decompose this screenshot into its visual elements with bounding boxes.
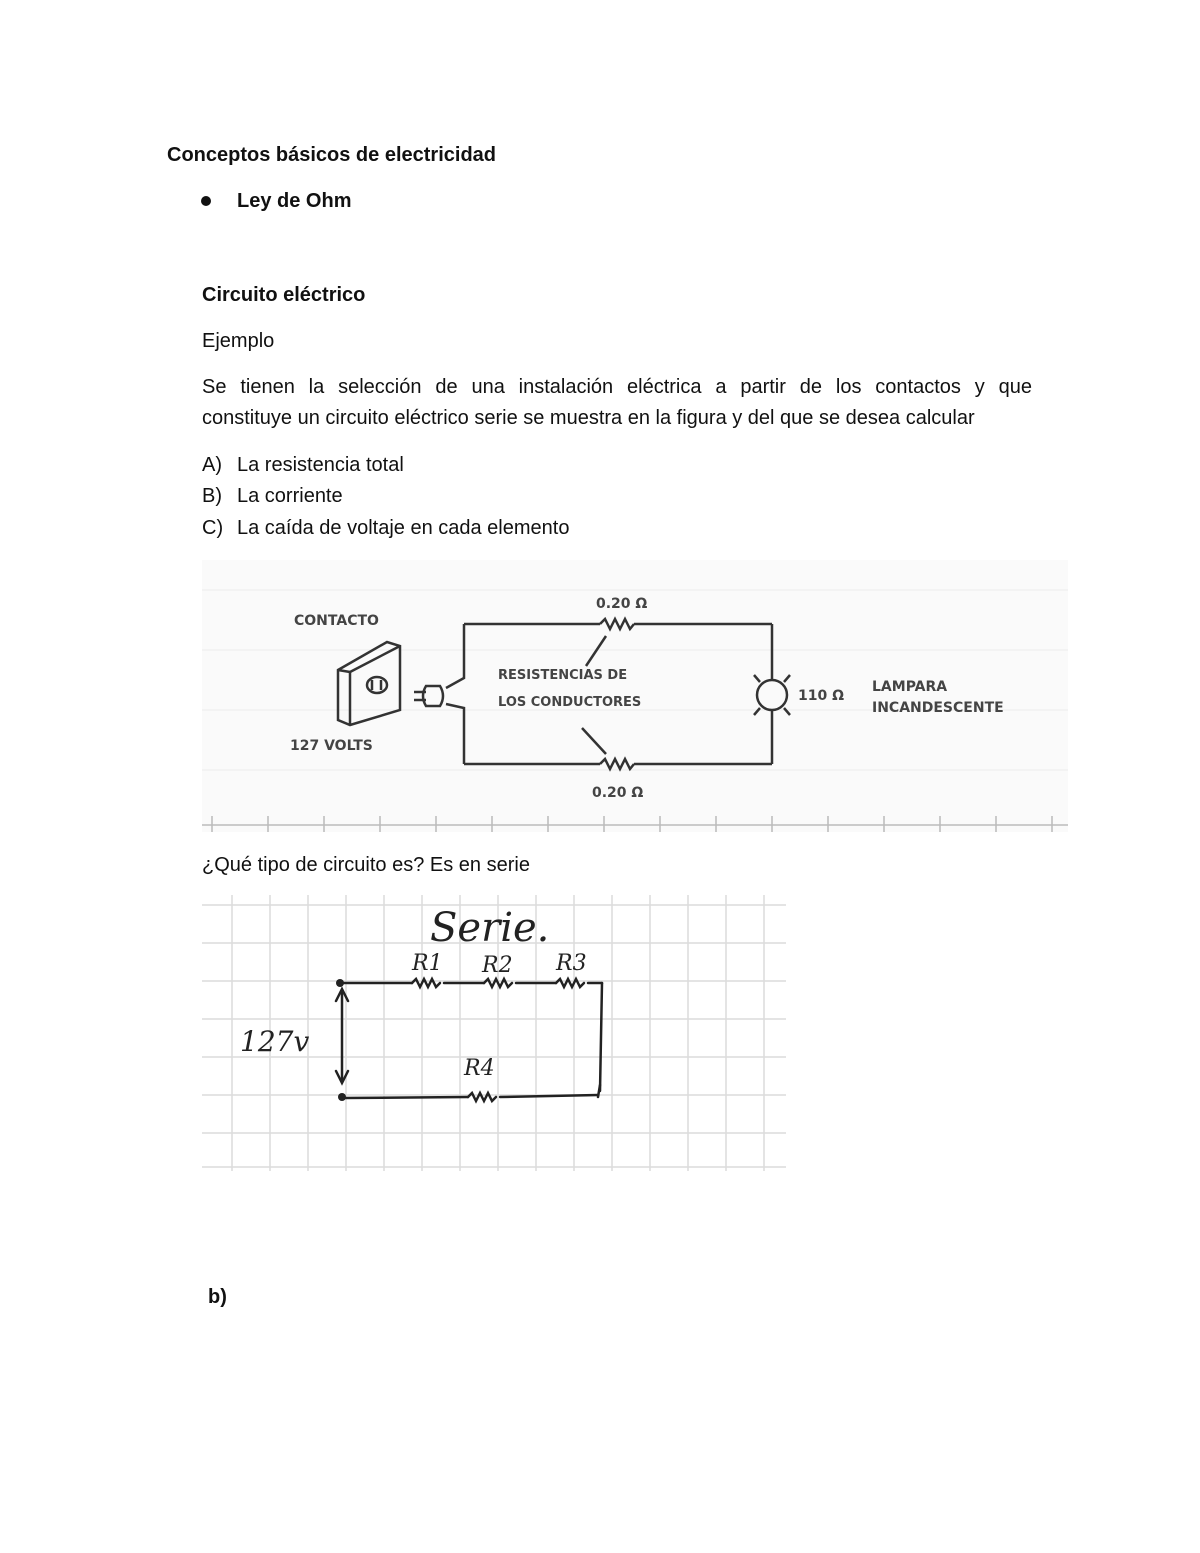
label-contacto: CONTACTO — [294, 613, 379, 629]
list-marker-b: B) — [202, 485, 222, 507]
label-lamp-value: 110 Ω — [798, 688, 844, 704]
example-paragraph — [202, 372, 1032, 434]
list-item-b: La corriente — [237, 485, 343, 507]
sketch-label-r4: R4 — [464, 1056, 495, 1081]
label-res-top: 0.20 Ω — [596, 596, 648, 612]
circuit-figure — [202, 560, 1068, 832]
series-circuit-sketch — [202, 895, 786, 1171]
bullet-dot — [201, 196, 211, 206]
example-label: Ejemplo — [202, 330, 275, 352]
list-item-a: La resistencia total — [237, 454, 404, 476]
part-b-label: b) — [208, 1286, 227, 1308]
circuit-diagram — [202, 560, 1068, 832]
sketch-label-r1: R1 — [412, 951, 443, 976]
label-res-bottom: 0.20 Ω — [592, 785, 644, 801]
label-volts: 127 VOLTS — [290, 738, 373, 754]
label-resistencias-2: LOS CONDUCTORES — [498, 695, 642, 710]
label-incandescente: INCANDESCENTE — [872, 700, 1004, 716]
terminal-bottom — [338, 1093, 346, 1101]
terminal-top — [336, 979, 344, 987]
bullet-ley-de-ohm: Ley de Ohm — [237, 190, 352, 212]
sketch-label-r3: R3 — [556, 951, 587, 976]
label-lampara: LAMPARA — [872, 679, 948, 695]
sketch-title: Serie. — [430, 905, 550, 951]
list-marker-a: A) — [202, 454, 222, 476]
list-marker-c: C) — [202, 517, 224, 539]
page-title: Conceptos básicos de electricidad — [167, 144, 496, 166]
paragraph-line-1: Se tienen la selección de una instalación eléctrica a partir de los contactos y que — [202, 376, 1032, 398]
sketch-label-voltage: 127v — [240, 1025, 310, 1058]
question-text: ¿Qué tipo de circuito es? Es en serie — [202, 854, 530, 876]
paragraph-line-2: constituye un circuito eléctrico serie se muestra en la figura y del que se desea calcular — [202, 407, 975, 429]
label-resistencias-1: RESISTENCIAS DE — [498, 668, 628, 683]
section-heading: Circuito eléctrico — [202, 284, 366, 306]
list-item-c: La caída de voltaje en cada elemento — [237, 517, 570, 539]
sketch-label-r2: R2 — [482, 953, 513, 978]
handwritten-series-figure — [202, 895, 786, 1171]
